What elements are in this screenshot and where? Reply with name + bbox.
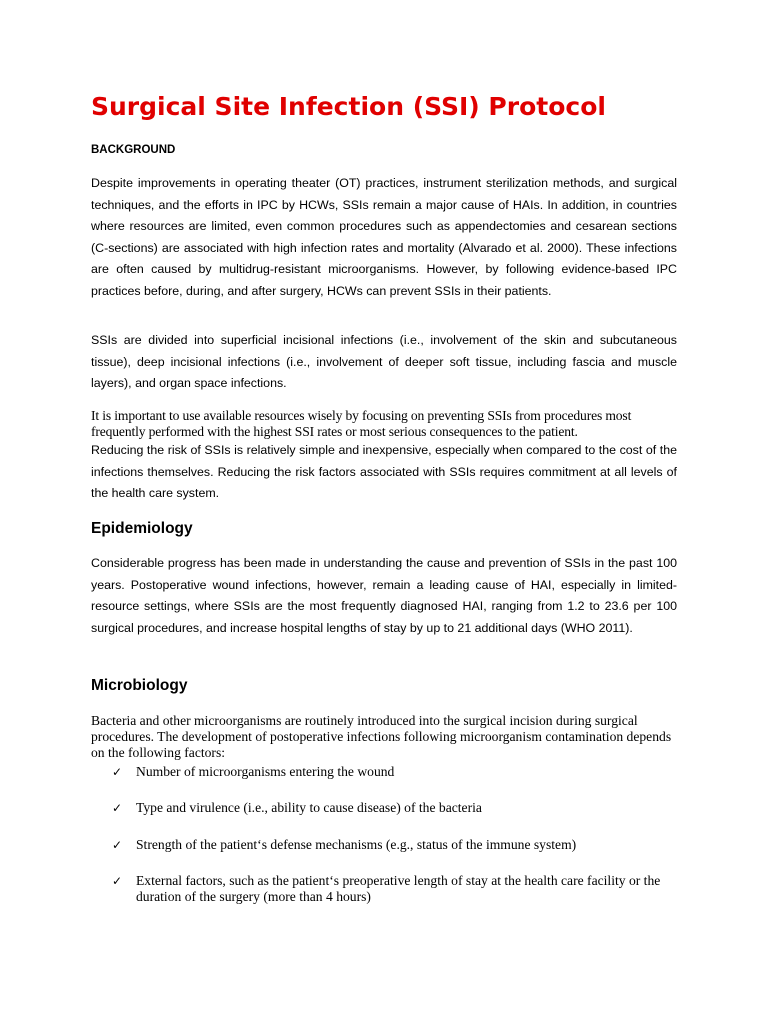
microbiology-heading: Microbiology [91,677,188,694]
checklist-item-text: External factors, such as the patient‘s preoperative length of stay at the health care facility or the duration of the surgery (more than 4 hours) [136,873,661,905]
microbiology-paragraph: Bacteria and other microorganisms are routinely introduced into the surgical incision during surgical procedures. The development of postoperative infections following microorganism contamination depends on the following factors: [91,713,672,761]
checklist-item-text: Strength of the patient‘s defense mechanisms (e.g., status of the immune system) [136,837,577,852]
checkmark-icon: ✓ [112,838,123,852]
background-paragraph-3-sans: Reducing the risk of SSIs is relatively simple and inexpensive, especially when compared to the cost of the infections themselves. Reducing the risk factors associated with SSIs requires commitment at all levels of the health care system. [91,443,677,501]
background-paragraph-3-serif: It is important to use available resources wisely by focusing on preventing SSIs from procedures most frequently performed with the highest SSI rates or most serious consequences to the patient. [91,408,632,440]
checkmark-icon: ✓ [112,874,123,888]
background-paragraph-2: SSIs are divided into superficial incisional infections (i.e., involvement of the skin and subcutaneous tissue), deep incisional infections (i.e., involvement of deeper soft tissue, including fascia and muscle layers), and organ space infections. [91,333,677,391]
background-paragraph-1: Despite improvements in operating theater (OT) practices, instrument sterilization methods, and surgical techniques, and the efforts in IPC by HCWs, SSIs remain a major cause of HAIs. In addition, in countries where resources are limited, even common procedures such as appendectomies and cesarean sections (C-sections) are associated with high infection rates and mortality (Alvarado et al. 2000). These infections are often caused by multidrug-resistant microorganisms. However, by following evidence-based IPC practices before, during, and after surgery, HCWs can prevent SSIs in their patients. [91,176,677,298]
checkmark-icon: ✓ [112,765,123,779]
checkmark-icon: ✓ [112,801,123,815]
epidemiology-paragraph: Considerable progress has been made in understanding the cause and prevention of SSIs in the past 100 years. Postoperative wound infections, however, remain a leading cause of HAI, especially in limited-resource settings, where SSIs are the most frequently diagnosed HAI, ranging from 1.2 to 23.6 per 100 surgical procedures, and increase hospital lengths of stay by up to 21 additional days (WHO 2011). [91,556,677,635]
checklist-item-text: Type and virulence (i.e., ability to cause disease) of the bacteria [136,800,482,815]
section-label-background: BACKGROUND [91,144,176,156]
epidemiology-heading: Epidemiology [91,520,193,537]
checklist-item-text: Number of microorganisms entering the wound [136,764,395,779]
document-title: Surgical Site Infection (SSI) Protocol [91,92,606,121]
